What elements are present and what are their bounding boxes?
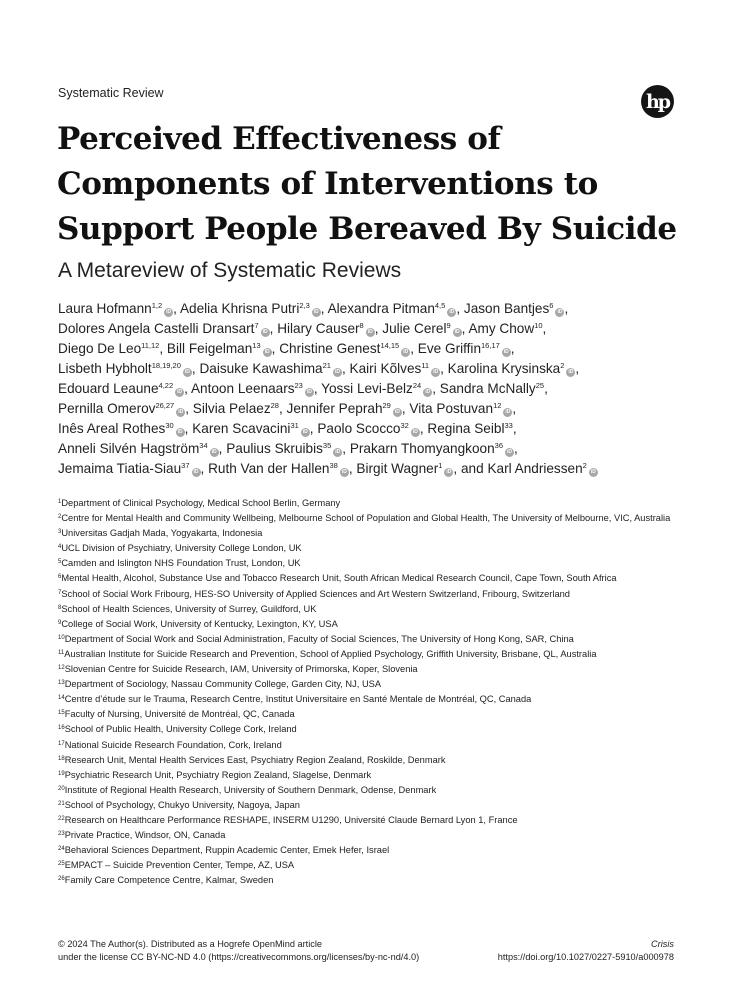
author-separator: , bbox=[401, 401, 410, 416]
affiliation-item bbox=[58, 722, 678, 737]
affiliation-number: 11 bbox=[58, 649, 65, 656]
affiliation-item bbox=[58, 828, 678, 843]
orcid-icon[interactable]: iD bbox=[557, 309, 563, 315]
author-affiliation-number: 6 bbox=[549, 301, 554, 310]
author-affiliation-number: 23 bbox=[294, 381, 303, 390]
author-separator: , bbox=[173, 301, 180, 316]
author-separator: , bbox=[542, 321, 547, 336]
orcid-icon[interactable]: iD bbox=[454, 329, 460, 335]
author-name: Paolo Scocco$^{32}$ bbox=[317, 421, 409, 436]
author-separator: , bbox=[159, 341, 167, 356]
affiliation-number: 13 bbox=[58, 680, 65, 687]
author-affiliation-number: 26,27 bbox=[155, 401, 175, 410]
affiliation-item bbox=[58, 707, 678, 722]
affiliation-number: 18 bbox=[58, 755, 65, 762]
affiliation-number: 2 bbox=[58, 514, 62, 521]
affiliation-item bbox=[58, 526, 678, 541]
author-separator: , bbox=[564, 301, 569, 316]
author-separator: , bbox=[453, 461, 461, 476]
affiliation-item bbox=[58, 843, 678, 858]
author-affiliation-number: 4,22 bbox=[158, 381, 174, 390]
affiliation-number: 20 bbox=[58, 785, 65, 792]
affiliation-item bbox=[58, 647, 678, 662]
affiliation-text: UCL Division of Psychiatry, University College London, UK bbox=[61, 543, 302, 554]
author-name: Pernilla Omerov$^{26,27}$ bbox=[58, 401, 175, 416]
author-separator: , bbox=[374, 321, 383, 336]
affiliation-text: Family Care Competence Centre, Kalmar, Sweden bbox=[64, 875, 274, 886]
copyright-text: © 2024 The Author(s). Distributed as a Hogrefe OpenMind article bbox=[58, 939, 322, 949]
affiliation-text: National Suicide Research Foundation, Cork, Ireland bbox=[64, 739, 282, 750]
author-separator: , bbox=[278, 401, 287, 416]
author-name: Jason Bantjes$^6$ bbox=[463, 301, 554, 316]
orcid-icon[interactable]: iD bbox=[264, 349, 270, 355]
author-line bbox=[58, 399, 698, 419]
author-separator: , bbox=[514, 441, 518, 456]
author-separator: , bbox=[341, 361, 350, 376]
affiliation-text: Universitas Gadjah Mada, Yogyakarta, Indonesia bbox=[61, 528, 263, 539]
affiliation-item bbox=[58, 541, 678, 556]
affiliation-number: 23 bbox=[58, 831, 65, 838]
author-separator: , bbox=[456, 301, 464, 316]
author-name: Anneli Silvén Hagström$^{34}$ bbox=[58, 441, 208, 456]
author-name: Edouard Leaune$^{4,22}$ bbox=[58, 381, 174, 396]
author-affiliation-number: 7 bbox=[254, 321, 259, 330]
orcid-icon[interactable]: iD bbox=[425, 389, 431, 395]
author-separator: , bbox=[320, 301, 328, 316]
affiliation-item bbox=[58, 692, 678, 707]
author-separator: , bbox=[410, 341, 418, 356]
affiliation-text: Camden and Islington NHS Foundation Trust, London, UK bbox=[61, 558, 301, 569]
author-separator: , bbox=[419, 421, 428, 436]
orcid-icon[interactable]: iD bbox=[568, 369, 574, 375]
footer-license bbox=[58, 938, 419, 964]
author-line bbox=[58, 359, 698, 379]
author-affiliation-number: 28 bbox=[270, 401, 279, 410]
author-name: Karolina Krysinska$^2$ bbox=[447, 361, 565, 376]
author-affiliation-number: 13 bbox=[252, 341, 261, 350]
author-name: Antoon Leenaars$^{23}$ bbox=[190, 381, 303, 396]
author-name: Adelia Khrisna Putri$^{2,3}$ bbox=[179, 301, 310, 316]
author-separator: , bbox=[191, 361, 200, 376]
author-name: Christine Genest$^{14,15}$ bbox=[279, 341, 400, 356]
orcid-icon[interactable]: iD bbox=[394, 409, 400, 415]
affiliation-text: Department of Sociology, Nassau Community College, Garden City, NJ, USA bbox=[64, 679, 382, 690]
affiliation-text: Institute of Regional Health Research, University of Southern Denmark, Odense, Denmark bbox=[64, 784, 437, 795]
author-name: Laura Hofmann$^{1,2}$ bbox=[58, 301, 163, 316]
affiliation-text: School of Psychology, Chukyo University, Nagoya, Japan bbox=[64, 799, 300, 810]
affiliation-number: 19 bbox=[58, 770, 65, 777]
orcid-icon[interactable]: iD bbox=[335, 449, 341, 455]
author-name: Sandra McNally$^{25}$ bbox=[439, 381, 545, 396]
author-name: Dolores Angela Castelli Dransart$^7$ bbox=[58, 321, 259, 336]
author-name: Birgit Wagner$^1$ bbox=[356, 461, 443, 476]
journal-name: Crisis bbox=[651, 939, 674, 949]
affiliation-item bbox=[58, 662, 678, 677]
affiliation-text: Department of Clinical Psychology, Medical School Berlin, Germany bbox=[61, 498, 341, 508]
article-subtitle: A Metareview of Systematic Reviews bbox=[58, 259, 402, 282]
orcid-icon[interactable]: iD bbox=[412, 429, 418, 435]
affiliation-text: School of Public Health, University College Cork, Ireland bbox=[64, 724, 297, 735]
affiliation-text: College of Social Work, University of Kentucky, Lexington, KY, USA bbox=[61, 618, 338, 629]
affiliation-item bbox=[58, 768, 678, 783]
author-affiliation-number: 34 bbox=[199, 441, 208, 450]
orcid-icon[interactable]: iD bbox=[302, 429, 308, 435]
affiliation-list bbox=[58, 496, 678, 888]
author-separator: , bbox=[432, 381, 440, 396]
author-name: Lisbeth Hybholt$^{18,19,20}$ bbox=[58, 361, 181, 376]
affiliation-number: 6 bbox=[58, 574, 62, 581]
orcid-icon[interactable]: iD bbox=[193, 469, 199, 475]
orcid-icon[interactable]: iD bbox=[306, 389, 312, 395]
affiliation-item bbox=[58, 556, 678, 571]
affiliation-item bbox=[58, 587, 678, 602]
affiliation-number: 22 bbox=[58, 815, 65, 822]
author-affiliation-number: 38 bbox=[329, 461, 338, 470]
author-line bbox=[58, 339, 698, 359]
orcid-icon[interactable]: iD bbox=[262, 329, 268, 335]
author-affiliation-number: 18,19,20 bbox=[151, 361, 181, 370]
author-separator: , bbox=[218, 441, 227, 456]
affiliation-number: 26 bbox=[58, 876, 65, 883]
author-name: Eve Griffin$^{16,17}$ bbox=[417, 341, 500, 356]
author-separator: , bbox=[185, 401, 193, 416]
author-separator: , bbox=[313, 381, 322, 396]
author-name: Ruth Van der Hallen$^{38}$ bbox=[208, 461, 338, 476]
orcid-icon[interactable]: iD bbox=[433, 369, 439, 375]
doi-link[interactable]: https://doi.org/10.1027/0227-5910/a000978 bbox=[497, 952, 674, 962]
author-conjunction: and bbox=[460, 461, 488, 476]
author-affiliation-number: 11 bbox=[421, 361, 430, 370]
affiliation-item bbox=[58, 873, 678, 888]
author-affiliation-number: 12 bbox=[493, 401, 502, 410]
author-name: Karen Scavacini$^{31}$ bbox=[192, 421, 299, 436]
orcid-icon[interactable]: iD bbox=[403, 349, 409, 355]
affiliation-item bbox=[58, 571, 678, 586]
author-affiliation-number: 29 bbox=[382, 401, 391, 410]
author-separator: , bbox=[348, 461, 357, 476]
author-name: Karl Andriessen$^2$ bbox=[487, 461, 587, 476]
affiliation-item bbox=[58, 753, 678, 768]
affiliation-text: Mental Health, Alcohol, Substance Use and Tobacco Research Unit, South African Medical Research Council, Cape Town, South Africa bbox=[61, 573, 617, 584]
author-separator: , bbox=[184, 421, 193, 436]
author-name: Amy Chow$^{10}$ bbox=[468, 321, 543, 336]
author-line bbox=[58, 379, 698, 399]
author-name: Julie Cerel$^9$ bbox=[382, 321, 451, 336]
orcid-icon[interactable]: iD bbox=[446, 469, 452, 475]
orcid-icon[interactable]: iD bbox=[177, 429, 183, 435]
author-separator: , bbox=[440, 361, 448, 376]
author-separator: , bbox=[575, 361, 580, 376]
author-separator: , bbox=[510, 341, 515, 356]
affiliation-number: 10 bbox=[58, 634, 65, 641]
affiliation-number: 8 bbox=[58, 604, 62, 611]
affiliation-number: 16 bbox=[58, 725, 65, 732]
author-separator: , bbox=[342, 441, 350, 456]
affiliation-item bbox=[58, 677, 678, 692]
affiliation-text: School of Health Sciences, University of Surrey, Guildford, UK bbox=[61, 603, 317, 614]
license-text[interactable]: under the license CC BY-NC-ND 4.0 (https://creativecommons.org/licenses/by-nc-nd/4.0) bbox=[58, 952, 420, 962]
affiliation-number: 9 bbox=[58, 619, 62, 626]
orcid-icon[interactable]: iD bbox=[313, 309, 319, 315]
affiliation-text: EMPACT – Suicide Prevention Center, Tempe, AZ, USA bbox=[64, 860, 295, 871]
orcid-icon[interactable]: iD bbox=[177, 389, 183, 395]
author-affiliation-number: 11,12 bbox=[141, 341, 160, 350]
affiliation-item bbox=[58, 511, 678, 526]
author-name: Bill Feigelman$^{13}$ bbox=[166, 341, 261, 356]
author-name: Diego De Leo$^{11,12}$ bbox=[58, 341, 160, 356]
affiliation-text: Research on Healthcare Performance RESHAPE, INSERM U1290, Université Claude Bernard Lyon 1, France bbox=[64, 814, 518, 825]
affiliation-item bbox=[58, 632, 678, 647]
orcid-icon[interactable]: iD bbox=[590, 469, 596, 475]
author-name: Hilary Causer$^8$ bbox=[277, 321, 364, 336]
orcid-icon[interactable]: iD bbox=[166, 309, 172, 315]
affiliation-item bbox=[58, 858, 678, 873]
author-name: Regina Seibl$^{33}$ bbox=[427, 421, 513, 436]
author-line bbox=[58, 319, 698, 339]
author-line bbox=[58, 439, 698, 459]
author-line bbox=[58, 419, 698, 439]
affiliation-number: 7 bbox=[58, 589, 62, 596]
author-separator: , bbox=[309, 421, 318, 436]
affiliation-number: 24 bbox=[58, 846, 65, 853]
author-list bbox=[58, 299, 698, 479]
author-separator: , bbox=[271, 341, 280, 356]
affiliation-number: 3 bbox=[58, 529, 62, 536]
affiliation-text: Research Unit, Mental Health Services East, Psychiatry Region Zealand, Roskilde, Denmark bbox=[64, 754, 446, 765]
author-affiliation-number: 2,3 bbox=[299, 301, 310, 310]
affiliation-item bbox=[58, 798, 678, 813]
author-name: Jennifer Peprah$^{29}$ bbox=[286, 401, 391, 416]
author-separator: , bbox=[184, 381, 191, 396]
author-affiliation-number: 8 bbox=[359, 321, 364, 330]
author-affiliation-number: 25 bbox=[535, 381, 545, 390]
footer-citation bbox=[498, 938, 674, 964]
article-title: Perceived Effectiveness of Components of Interventions to Support People Bereaved By Suicide bbox=[57, 121, 677, 247]
affiliation-number: 17 bbox=[58, 740, 65, 747]
author-separator: , bbox=[544, 381, 548, 396]
affiliation-number: 21 bbox=[58, 800, 65, 807]
author-affiliation-number: 14,15 bbox=[380, 341, 400, 350]
author-affiliation-number: 9 bbox=[446, 321, 451, 330]
orcid-icon[interactable]: iD bbox=[334, 369, 340, 375]
author-affiliation-number: 16,17 bbox=[481, 341, 500, 350]
author-separator: , bbox=[200, 461, 209, 476]
author-separator: , bbox=[269, 321, 278, 336]
affiliation-text: Centre d’étude sur le Trauma, Research Centre, Institut Universitaire en Santé Mentale de Montréal, QC, Canada bbox=[64, 694, 532, 705]
affiliation-text: Private Practice, Windsor, ON, Canada bbox=[64, 830, 226, 841]
affiliation-text: Psychiatric Research Unit, Psychiatry Region Zealand, Slagelse, Denmark bbox=[64, 769, 372, 780]
article-category: Systematic Review bbox=[58, 86, 164, 100]
affiliation-number: 1 bbox=[58, 499, 62, 505]
affiliation-number: 15 bbox=[58, 710, 65, 717]
author-affiliation-number: 35 bbox=[322, 441, 332, 450]
author-affiliation-number: 1,2 bbox=[151, 301, 163, 310]
author-affiliation-number: 33 bbox=[504, 421, 513, 430]
author-affiliation-number: 36 bbox=[494, 441, 504, 450]
author-affiliation-number: 32 bbox=[400, 421, 409, 430]
orcid-icon[interactable]: iD bbox=[211, 449, 217, 455]
author-affiliation-number: 24 bbox=[412, 381, 422, 390]
author-affiliation-number: 31 bbox=[290, 421, 299, 430]
affiliation-item bbox=[58, 602, 678, 617]
author-affiliation-number: 30 bbox=[165, 421, 174, 430]
author-affiliation-number: 4,5 bbox=[434, 301, 446, 310]
affiliation-item bbox=[58, 496, 678, 511]
orcid-icon[interactable]: iD bbox=[367, 329, 373, 335]
author-affiliation-number: 2 bbox=[582, 461, 587, 470]
author-affiliation-number: 10 bbox=[534, 321, 543, 330]
author-name: Kairi Kõlves$^{11}$ bbox=[349, 361, 430, 376]
author-line bbox=[58, 299, 698, 319]
publisher-logo: hp bbox=[641, 85, 674, 118]
author-affiliation-number: 2 bbox=[560, 361, 565, 370]
affiliation-text: Slovenian Centre for Suicide Research, IAM, University of Primorska, Koper, Slovenia bbox=[64, 664, 418, 675]
author-name: Inês Areal Rothes$^{30}$ bbox=[58, 421, 174, 436]
author-affiliation-number: 1 bbox=[438, 461, 443, 470]
affiliation-number: 14 bbox=[58, 695, 65, 702]
author-name: Daisuke Kawashima$^{21}$ bbox=[199, 361, 331, 376]
affiliation-item bbox=[58, 617, 678, 632]
orcid-icon[interactable]: iD bbox=[503, 349, 509, 355]
orcid-icon[interactable]: iD bbox=[449, 309, 455, 315]
orcid-icon[interactable]: iD bbox=[184, 369, 190, 375]
affiliation-number: 25 bbox=[58, 861, 65, 868]
affiliation-text: Department of Social Work and Social Administration, Faculty of Social Sciences, The University of Hong Kong, SAR, China bbox=[64, 633, 574, 644]
affiliation-number: 5 bbox=[58, 559, 62, 566]
affiliation-item bbox=[58, 783, 678, 798]
author-name: Alexandra Pitman$^{4,5}$ bbox=[327, 301, 446, 316]
affiliation-item bbox=[58, 738, 678, 753]
affiliation-number: 12 bbox=[58, 665, 65, 672]
affiliation-number: 4 bbox=[58, 544, 62, 551]
orcid-icon[interactable]: iD bbox=[178, 409, 184, 415]
author-separator: , bbox=[512, 421, 517, 436]
author-name: Paulius Skruibis$^{35}$ bbox=[226, 441, 332, 456]
affiliation-text: Faculty of Nursing, Université de Montréal, QC, Canada bbox=[64, 709, 295, 720]
affiliation-text: School of Social Work Fribourg, HES-SO University of Applied Sciences and Art Western Switzerland, Fribourg, Switzerland bbox=[61, 588, 570, 599]
affiliation-text: Australian Institute for Suicide Research and Prevention, School of Applied Psychology, Griffith University, Brisbane, QL, Australia bbox=[64, 648, 597, 659]
orcid-icon[interactable]: iD bbox=[505, 409, 511, 415]
author-affiliation-number: 21 bbox=[322, 361, 331, 370]
author-separator: , bbox=[512, 401, 517, 416]
affiliation-text: Centre for Mental Health and Community Wellbeing, Melbourne School of Population and Global Health, The University of Melbourne, VIC, Australia bbox=[61, 513, 671, 524]
author-name: Yossi Levi-Belz$^{24}$ bbox=[321, 381, 422, 396]
affiliation-item bbox=[58, 813, 678, 828]
author-name: Prakarn Thomyangkoon$^{36}$ bbox=[349, 441, 504, 456]
author-name: Silvia Pelaez$^{28}$ bbox=[192, 401, 279, 416]
orcid-icon[interactable]: iD bbox=[507, 449, 513, 455]
author-name: Vita Postuvan$^{12}$ bbox=[409, 401, 502, 416]
affiliation-text: Behavioral Sciences Department, Ruppin Academic Center, Emek Hefer, Israel bbox=[64, 845, 390, 856]
author-affiliation-number: 37 bbox=[181, 461, 190, 470]
author-name: Jemaima Tiatia-Siau$^{37}$ bbox=[58, 461, 190, 476]
orcid-icon[interactable]: iD bbox=[341, 469, 347, 475]
author-line bbox=[58, 459, 698, 479]
author-separator: , bbox=[461, 321, 469, 336]
